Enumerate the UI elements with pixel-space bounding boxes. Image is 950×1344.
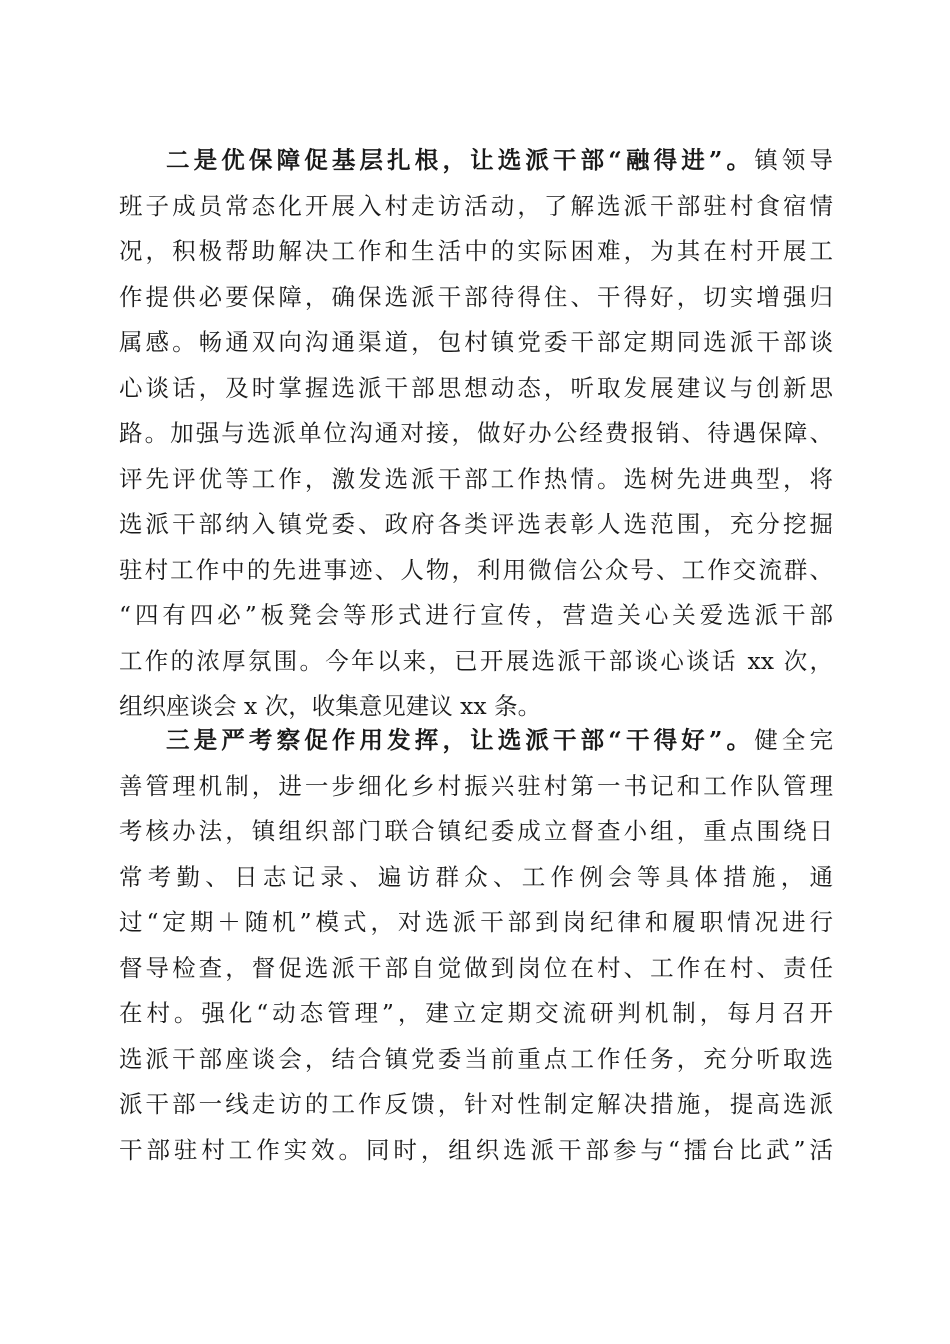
paragraph-text: 健全完: [754, 726, 833, 754]
paragraph-line: 选派干部纳入镇党委、政府各类评选表彰人选范围，充分挖掘: [119, 510, 833, 538]
paragraph-line: 路。加强与选派单位沟通对接，做好办公经费报销、待遇保障、: [119, 419, 833, 447]
paragraph-line: 干部驻村工作实效。同时，组织选派干部参与“擂台比武”活: [119, 1135, 833, 1164]
paragraph-line: 选派干部座谈会，结合镇党委当前重点工作任务，充分听取选: [119, 1044, 833, 1073]
paragraph-lead: 二是优保障促基层扎根，让选派干部“融得进”。: [166, 146, 755, 174]
paragraph-assessment: [119, 718, 833, 1173]
paragraph-line: 属感。畅通双向沟通渠道，包村镇党委干部定期同选派干部谈: [119, 328, 833, 356]
paragraph-support: [119, 138, 833, 730]
paragraph-line: 过“定期＋随机”模式，对选派干部到岗纪律和履职情况进行: [119, 908, 833, 936]
paragraph-lead: 三是严考察促作用发挥，让选派干部“干得好”。: [166, 726, 755, 754]
paragraph-line: 在村。强化“动态管理”，建立定期交流研判机制，每月召开: [119, 999, 833, 1027]
paragraph-line: 作提供必要保障，确保选派干部待得住、干得好，切实增强归: [119, 282, 833, 311]
paragraph-line: 驻村工作中的先进事迹、人物，利用微信公众号、工作交流群、: [119, 555, 833, 584]
paragraph-line: 派干部一线走访的工作反馈，针对性制定解决措施，提高选派: [119, 1090, 833, 1118]
paragraph-line: 工作的浓厚氛围。今年以来，已开展选派干部谈心谈话 xx 次，: [119, 646, 833, 675]
paragraph-line: 组织座谈会 x 次，收集意见建议 xx 条。: [119, 692, 542, 720]
paragraph-line: [119, 138, 833, 184]
paragraph-line: 评先评优等工作，激发选派干部工作热情。选树先进典型，将: [119, 464, 833, 493]
paragraph-line: 况，积极帮助解决工作和生活中的实际困难，为其在村开展工: [119, 237, 833, 265]
paragraph-line: 考核办法，镇组织部门联合镇纪委成立督查小组，重点围绕日: [119, 817, 833, 845]
paragraph-line: [119, 718, 833, 764]
paragraph-line: 班子成员常态化开展入村走访活动，了解选派干部驻村食宿情: [119, 191, 833, 220]
paragraph-line: 心谈话，及时掌握选派干部思想动态，听取发展建议与创新思: [119, 373, 833, 402]
paragraph-line: 常考勤、日志记录、遍访群众、工作例会等具体措施，通: [119, 862, 833, 891]
paragraph-line: 督导检查，督促选派干部自觉做到岗位在村、工作在村、责任: [119, 953, 833, 982]
paragraph-line: 善管理机制，进一步细化乡村振兴驻村第一书记和工作队管理: [119, 771, 833, 800]
paragraph-text: 镇领导: [754, 146, 833, 174]
paragraph-line: “四有四必”板凳会等形式进行宣传，营造关心关爱选派干部: [119, 601, 833, 629]
